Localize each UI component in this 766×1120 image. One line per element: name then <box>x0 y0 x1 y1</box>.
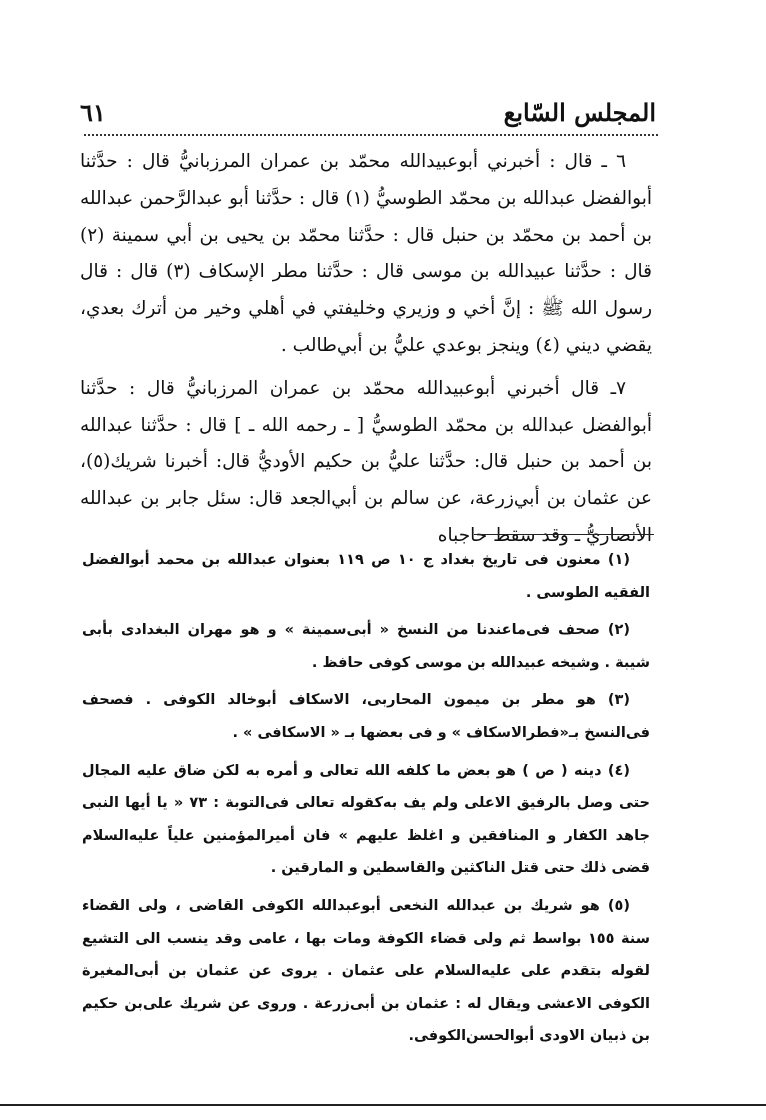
footnote-1: (١) معنون فى تاريخ بغداد ج ١٠ ص ١١٩ بعنوان عبدالله بن محمد أبوالفضل الفقيه الطوسى . <box>82 552 650 601</box>
hadith-paragraph: ٦ ـ قال : أخبرني أبوعبيدالله محمّد بن عمران المرزبانيُّ قال : حدَّثنا أبوالفضل عبدالله بن محمّد الطوسيُّ (١) قال : حدَّثنا أبو عبدالرَّحمن عبدالله بن أحمد بن محمّد بن حنبل قال : حدَّثنا محمّد بن يحيى بن أبي سمينة (٢) قال : حدَّثنا عبيدالله بن موسى قال : حدَّثنا مطر الإسكاف (٣) قال : قال رسول الله ﷺ : إنَّ أخي و وزيري وخليفتي في أهلي وخير من أترك بعدي، يقضي ديني (٤) وينجز بوعدي عليُّ بن أبي‌طالب . <box>80 151 652 356</box>
footnote-4: (٤) دينه ( ص ) هو بعض ما كلفه الله تعالى و أمره به لكن ضاق عليه المجال حتى وصل بالرفيق الاعلى ولم يف به‌كقوله تعالى فى‌التوبة : ٧٣ « يا أيها النبى جاهد الكفار و المنافقين و اغلظ عليهم » فان أميرالمؤمنين علياً عليه‌السلام قضى ذلك حتى قتل الناكثين والقاسطين و المارقين . <box>82 762 650 877</box>
footnote-3: (٣) هو مطر بن ميمون المحاربى، الاسكاف أبوخالد الكوفى . فصحف فى‌النسخ بـ«فطرالاسكاف » و فى بعضها بـ « الاسكافى » . <box>82 692 650 741</box>
main-text <box>80 144 652 555</box>
page-header <box>80 92 656 132</box>
page-number: ٦١ <box>80 97 106 127</box>
footnote-2: (٢) صحف فى‌ماعندنا من النسخ « أبى‌سمينة » و هو مهران البغدادى بأبى شيبة . وشيخه عبيدالله بن موسى كوفى حافظ . <box>82 622 650 671</box>
footnotes <box>82 544 650 1053</box>
page-bottom-edge <box>0 1104 766 1106</box>
footnote-separator <box>474 534 654 535</box>
hadith-paragraph: ٧ـ قال أخبرني أبوعبيدالله محمّد بن عمران المرزبانيُّ قال : حدَّثنا أبوالفضل عبدالله بن محمّد الطوسيُّ [ ـ رحمه الله ـ ] قال : حدَّثنا عبدالله بن أحمد بن حنبل قال: حدَّثنا عليُّ بن حكيم الأوديُّ قال: أخبرنا شريك(٥)، عن عثمان بن أبي‌زرعة، عن سالم بن أبي‌الجعد قال: سئل جابر بن عبدالله الأنصاريُّ ـ وقد سقط حاجباه <box>80 377 652 546</box>
header-divider <box>84 134 658 136</box>
chapter-title: المجلس السّابع <box>503 97 656 127</box>
footnote-5: (٥) هو شريك بن عبدالله النخعى أبوعبدالله الكوفى القاضى ، ولى القضاء سنة ١٥٥ بواسط ثم ولى قضاء الكوفة ومات بها ، عامى وقد ينسب الى التشيع لقوله بتقدم على عليه‌السلام على عثمان . يروى عن عثمان بن أبى‌المغيرة الكوفى الاعشى ويقال له : عثمان بن أبى‌زرعة . وروى عن شريك على‌بن حكيم بن ذبيان الاودى أبوالحسن‌الكوفى. <box>82 897 650 1045</box>
